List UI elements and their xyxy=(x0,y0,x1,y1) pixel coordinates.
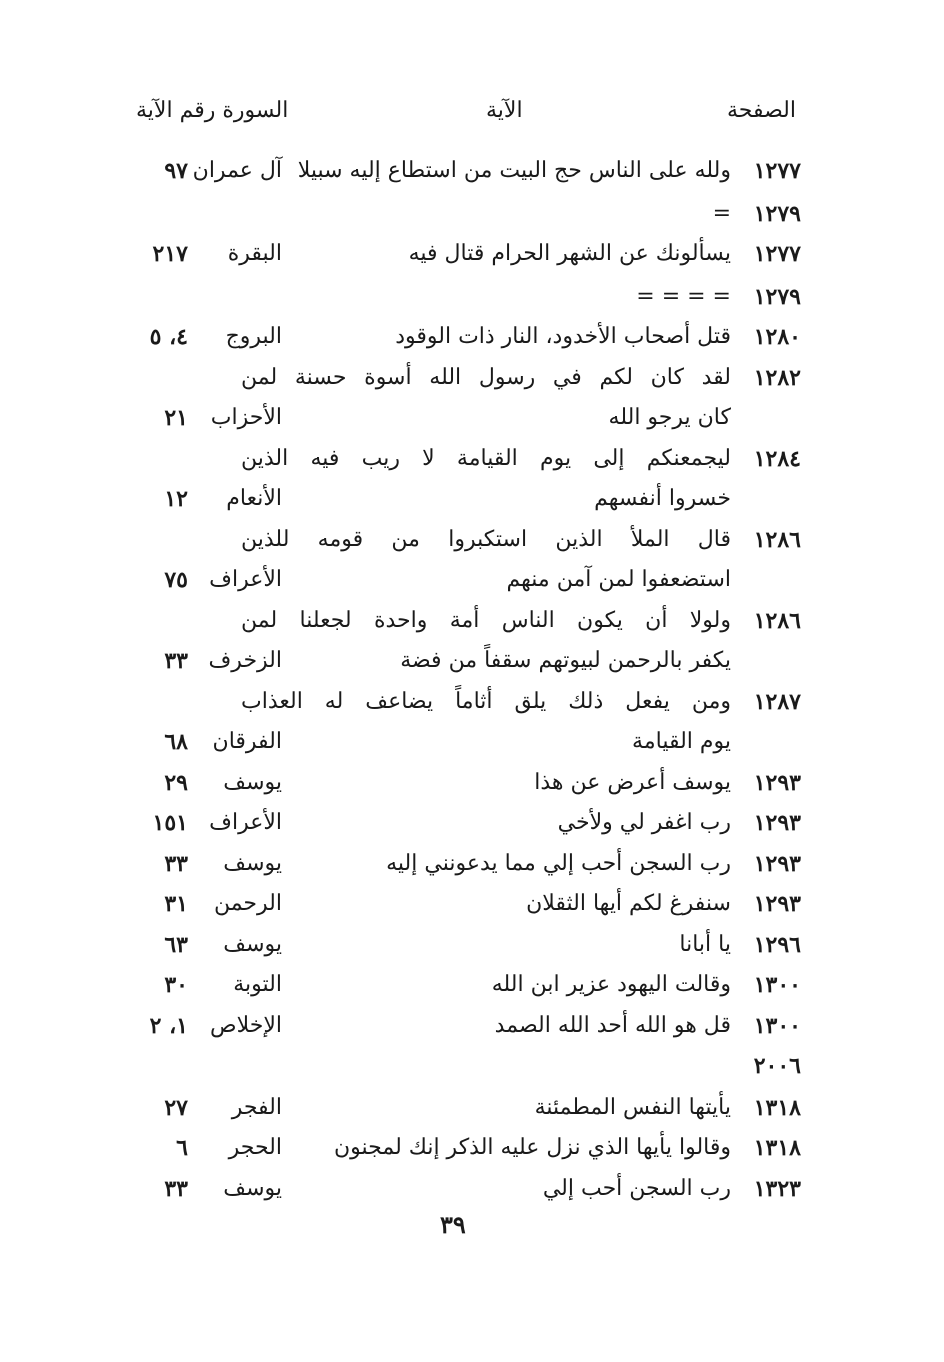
row-verse-text: استضعفوا لمن آمن منهم xyxy=(506,567,731,592)
row-verse-text: خسروا أنفسهم xyxy=(594,486,731,511)
row-page-number: ١٢٧٩ xyxy=(753,201,801,227)
row-page-number: ١٢٩٣ xyxy=(753,770,801,796)
row-surah-name: الأحزاب xyxy=(210,405,282,430)
row-page-number: ١٢٨٦ xyxy=(753,608,801,634)
row-verse-text: ولولا أن يكون الناس أمة واحدة لجعلنا لمن xyxy=(241,608,731,633)
row-verse-text: يوم القيامة xyxy=(632,729,731,754)
table-row xyxy=(0,1168,944,1208)
row-verse-text: ولله على الناس حج البيت من استطاع إليه سبيلا xyxy=(297,158,731,183)
table-row xyxy=(0,193,944,233)
row-verse-number: ٢٩ xyxy=(164,770,188,796)
row-verse-number: ٣١ xyxy=(164,891,188,917)
table-row xyxy=(0,150,944,190)
row-page-number: ١٢٨٦ xyxy=(753,527,801,553)
row-verse-text: لقد كان لكم في رسول الله أسوة حسنة لمن xyxy=(241,365,731,390)
row-surah-name: آل عمران xyxy=(192,158,282,183)
row-surah-name: الأعراف xyxy=(209,567,282,592)
row-surah-name: التوبة xyxy=(233,972,282,997)
row-verse-text: قتل أصحاب الأخدود، النار ذات الوقود xyxy=(395,324,731,349)
row-verse-text: ليجمعنكم إلى يوم القيامة لا ريب فيه الذين xyxy=(241,446,731,471)
row-verse-number: ٦٨ xyxy=(164,729,188,755)
row-page-number: ١٢٧٧ xyxy=(753,241,801,267)
row-page-number: ١٢٩٦ xyxy=(753,932,801,958)
row-verse-number: ٤، ٥ xyxy=(149,324,188,350)
table-row xyxy=(0,600,944,640)
row-verse-number: ٢١٧ xyxy=(152,241,188,267)
table-row xyxy=(0,397,944,437)
table-row xyxy=(0,802,944,842)
table-row xyxy=(0,843,944,883)
row-page-number: ١٣٢٣ xyxy=(753,1176,801,1202)
row-surah-name: يوسف xyxy=(223,932,282,957)
row-verse-number: ٦ xyxy=(176,1135,188,1161)
row-surah-name: الأعراف xyxy=(209,810,282,835)
row-page-number: ١٣١٨ xyxy=(753,1095,801,1121)
row-verse-text: وقالوا يأيها الذي نزل عليه الذكر إنك لمجنون xyxy=(334,1135,731,1160)
table-row xyxy=(0,233,944,273)
table-row xyxy=(0,478,944,518)
row-page-number: ١٣٠٠ xyxy=(753,1013,801,1039)
row-surah-name: الحجر xyxy=(228,1135,282,1160)
table-row xyxy=(0,640,944,680)
row-page-number: ١٢٩٣ xyxy=(753,851,801,877)
row-page-number: ١٣١٨ xyxy=(753,1135,801,1161)
row-verse-number: ٣٠ xyxy=(164,972,188,998)
row-surah-name: يوسف xyxy=(223,770,282,795)
row-verse-number: ٦٣ xyxy=(164,932,188,958)
table-row xyxy=(0,276,944,316)
row-surah-name: الأنعام xyxy=(226,486,282,511)
row-page-number: ١٢٨٧ xyxy=(753,689,801,715)
row-surah-name: الرحمن xyxy=(213,891,282,916)
row-verse-text: قل هو الله أحد الله الصمد xyxy=(494,1013,731,1038)
table-row xyxy=(0,519,944,559)
row-verse-text: رب السجن أحب إلي مما يدعونني إليه xyxy=(386,851,731,876)
row-verse-text: رب اغفر لي ولأخي xyxy=(557,810,731,835)
row-verse-number: ٣٣ xyxy=(164,1176,188,1202)
row-verse-number: ٢١ xyxy=(164,405,188,431)
row-surah-name: الفجر xyxy=(231,1095,282,1120)
row-verse-text: وقالت اليهود عزير ابن الله xyxy=(491,972,731,997)
row-verse-text: = = = = xyxy=(636,284,731,309)
row-page-number: ١٢٩٣ xyxy=(753,891,801,917)
header-page-column: الصفحة xyxy=(726,98,796,123)
row-verse-number: ١٢ xyxy=(164,486,188,512)
row-verse-text: يكفر بالرحمن لبيوتهم سقفاً من فضة xyxy=(400,648,731,673)
row-verse-number: ٩٧ xyxy=(164,158,188,184)
row-verse-number: ٣٣ xyxy=(164,851,188,877)
header-verse-column: الآية xyxy=(486,98,523,123)
row-page-number: ٢٠٠٦ xyxy=(753,1053,801,1079)
row-verse-text: يا أبانا xyxy=(679,932,731,957)
row-page-number: ١٢٧٩ xyxy=(753,284,801,310)
row-verse-number: ٧٥ xyxy=(164,567,188,593)
table-row xyxy=(0,357,944,397)
row-surah-name: البقرة xyxy=(227,241,282,266)
row-page-number: ١٢٨٢ xyxy=(753,365,801,391)
row-verse-text: ومن يفعل ذلك يلق أثاماً يضاعف له العذاب xyxy=(241,689,731,714)
row-surah-name: الزخرف xyxy=(208,648,282,673)
row-surah-name: الفرقان xyxy=(212,729,282,754)
table-row xyxy=(0,721,944,761)
row-verse-text: سنفرغ لكم أيها الثقلان xyxy=(526,891,731,916)
row-page-number: ١٢٨٤ xyxy=(753,446,801,472)
table-row xyxy=(0,438,944,478)
table-row xyxy=(0,1127,944,1167)
table-row xyxy=(0,681,944,721)
table-row xyxy=(0,1045,944,1085)
row-verse-text: قال الملأ الذين استكبروا من قومه للذين xyxy=(241,527,731,552)
row-verse-text: = xyxy=(712,201,731,226)
table-row xyxy=(0,924,944,964)
row-verse-number: ١، ٢ xyxy=(149,1013,188,1039)
row-verse-text: يأيتها النفس المطمئنة xyxy=(534,1095,731,1120)
row-verse-number: ٣٣ xyxy=(164,648,188,674)
row-verse-text: رب السجن أحب إلي xyxy=(542,1176,731,1201)
row-page-number: ١٣٠٠ xyxy=(753,972,801,998)
page-number: ٣٩ xyxy=(440,1210,466,1239)
row-surah-name: يوسف xyxy=(223,1176,282,1201)
table-row xyxy=(0,762,944,802)
table-row xyxy=(0,1005,944,1045)
row-page-number: ١٢٧٧ xyxy=(753,158,801,184)
table-row xyxy=(0,559,944,599)
row-surah-name: الإخلاص xyxy=(210,1013,282,1038)
row-surah-name: البروج xyxy=(225,324,282,349)
table-row xyxy=(0,316,944,356)
row-verse-number: ١٥١ xyxy=(152,810,188,836)
row-verse-number: ٢٧ xyxy=(164,1095,188,1121)
row-verse-text: يسألونك عن الشهر الحرام قتال فيه xyxy=(408,241,731,266)
row-verse-text: يوسف أعرض عن هذا xyxy=(534,770,731,795)
row-verse-text: كان يرجو الله xyxy=(608,405,731,430)
row-page-number: ١٢٩٣ xyxy=(753,810,801,836)
table-row xyxy=(0,1087,944,1127)
header-surah-column: السورة رقم الآية xyxy=(136,98,289,123)
row-page-number: ١٢٨٠ xyxy=(753,324,801,350)
table-row xyxy=(0,883,944,923)
row-surah-name: يوسف xyxy=(223,851,282,876)
table-row xyxy=(0,964,944,1004)
